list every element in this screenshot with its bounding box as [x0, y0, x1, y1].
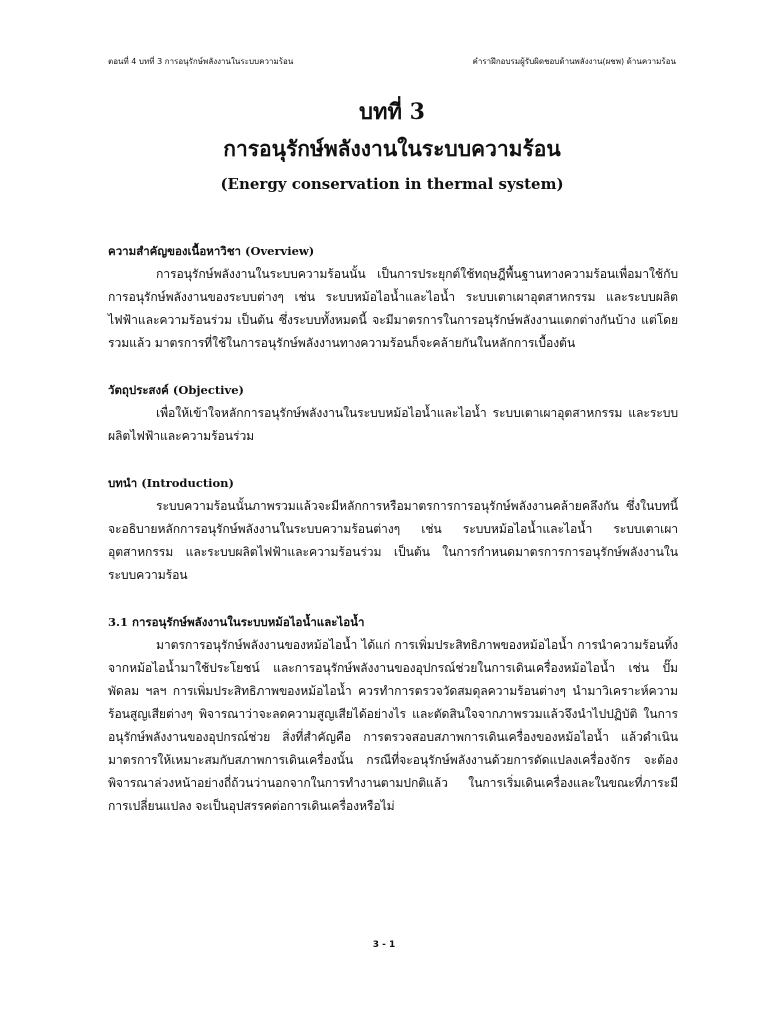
main-content: [108, 240, 678, 818]
introduction-heading: บทนำ (Introduction): [108, 476, 234, 490]
running-header-left: ตอนที่ 4 บทที่ 3 การอนุรักษ์พลังงานในระบบความร้อน: [108, 57, 294, 66]
overview-heading: ความสำคัญของเนื้อหาวิชา (Overview): [108, 244, 315, 258]
overview-paragraph: การอนุรักษ์พลังงานในระบบความร้อนนั้น เป็นการประยุกต์ใช้ทฤษฎีพื้นฐานทางความร้อนเพื่อมาใช้กับการอนุรักษ์พลังงานของระบบต่างๆ เช่น ระบบหม้อไอน้ำและไอน้ำ ระบบเตาเผาอุตสาหกรรม และระบบผลิตไฟฟ้าและความร้อนร่วม เป็นต้น ซึ่งระบบทั้งหมดนี้ จะมีมาตรการในการอนุรักษ์พลังงานแตกต่างกันบ้าง แต่โดยรวมแล้ว มาตรการที่ใช้ในการอนุรักษ์พลังงานทางความร้อนก็จะคล้ายกันในหลักการเบื้องต้น: [108, 267, 678, 350]
section-3-1-heading: 3.1 การอนุรักษ์พลังงานในระบบหม้อไอน้ำและไอน้ำ: [108, 615, 365, 629]
chapter-titles: [108, 96, 676, 196]
introduction-paragraph: ระบบความร้อนนั้นภาพรวมแล้วจะมีหลักการหรือมาตรการการอนุรักษ์พลังงานคล้ายคลึงกัน ซึ่งในบทนี้จะอธิบายหลักการอนุรักษ์พลังงานในระบบความร้อนต่างๆ เช่น ระบบหม้อไอน้ำและไอน้ำ ระบบเตาเผาอุตสาหกรรม และระบบผลิตไฟฟ้าและความร้อนร่วม เป็นต้น ในการกำหนดมาตรการการอนุรักษ์พลังงานในระบบความร้อน: [108, 499, 678, 582]
objective-paragraph: เพื่อให้เข้าใจหลักการอนุรักษ์พลังงานในระบบหม้อไอน้ำและไอน้ำ ระบบเตาเผาอุตสาหกรรม และระบบผลิตไฟฟ้าและความร้อนร่วม: [108, 406, 678, 443]
page-number: 3 - 1: [372, 940, 396, 950]
chapter-number: บทที่ 3: [359, 99, 425, 125]
running-header-right: คำราฝึกอบรมผู้รับผิดชอบด้านพลังงาน(ผชพ) ด้านความร้อน: [472, 57, 676, 66]
spacer: [108, 448, 678, 472]
spacer: [108, 355, 678, 379]
chapter-subtitle: (Energy conservation in thermal system): [220, 175, 564, 193]
running-header: [108, 55, 676, 68]
objective-heading: วัตถุประสงค์ (Objective): [108, 383, 244, 397]
spacer: [108, 587, 678, 611]
chapter-title: การอนุรักษ์พลังงานในระบบความร้อน: [223, 136, 561, 161]
section-3-1-paragraph: มาตรการอนุรักษ์พลังงานของหม้อไอน้ำ ได้แก่ การเพิ่มประสิทธิภาพของหม้อไอน้ำ การนำความร้อนทิ้งจากหม้อไอน้ำมาใช้ประโยชน์ และการอนุรักษ์พลังงานของอุปกรณ์ช่วยในการเดินเครื่องหม้อไอน้ำ เช่น ปั๊ม พัดลม ฯลฯ การเพิ่มประสิทธิภาพของหม้อไอน้ำ ควรทำการตรวจวัดสมดุลความร้อนต่างๆ นำมาวิเคราะห์ความร้อนสูญเสียต่างๆ พิจารณาว่าจะลดความสูญเสียได้อย่างไร และตัดสินใจจากภาพรวมแล้วจึงนำไปปฏิบัติ ในการอนุรักษ์พลังงานของอุปกรณ์ช่วย สิ่งที่สำคัญคือ การตรวจสอบสภาพการเดินเครื่องของหม้อไอน้ำ แล้วดำเนินมาตรการให้เหมาะสมกับสภาพการเดินเครื่องนั้น กรณีที่จะอนุรักษ์พลังงานด้วยการดัดแปลงเครื่องจักร จะต้องพิจารณาล่วงหน้าอย่างถี่ถ้วนว่านอกจากในการทำงานตามปกติแล้ว ในการเริ่มเดินเครื่องและในขณะที่ภาระมีการเปลี่ยนแปลง จะเป็นอุปสรรคต่อการเดินเครื่องหรือไม่: [108, 638, 678, 813]
